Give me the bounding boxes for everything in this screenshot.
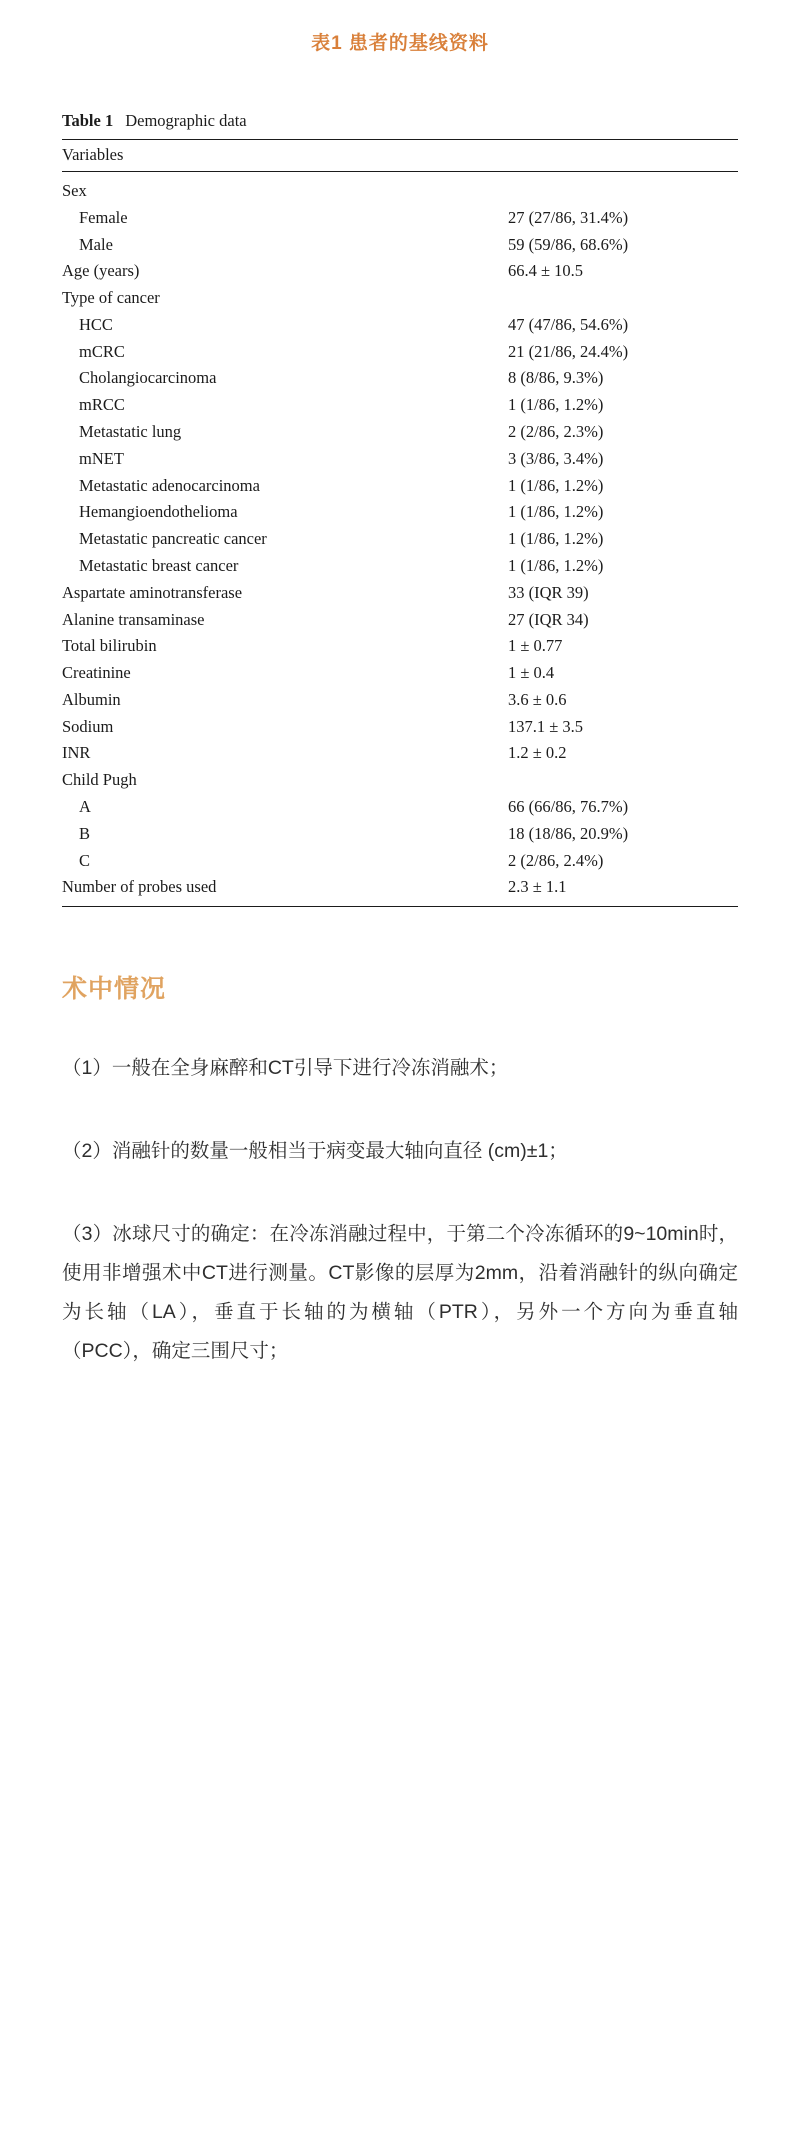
table-cell-variable: Total bilirubin <box>62 636 157 656</box>
table-cell-value: 1 (1/86, 1.2%) <box>508 502 604 522</box>
table-cell-variable: mCRC <box>79 341 125 361</box>
table-row <box>62 713 738 740</box>
table-row <box>62 312 738 339</box>
table-cell-value: 1 (1/86, 1.2%) <box>508 529 604 549</box>
table-row <box>62 847 738 874</box>
table-cell-variable: Alanine transaminase <box>62 609 205 629</box>
table-bottom-rule <box>62 906 738 907</box>
table-cell-value: 18 (18/86, 20.9%) <box>508 823 629 843</box>
table-cell-variable: Creatinine <box>62 663 131 683</box>
table-cell-variable: Metastatic breast cancer <box>79 555 239 575</box>
table-row <box>62 740 738 767</box>
demographic-table <box>62 139 738 906</box>
table-cell-value: 27 (IQR 34) <box>508 609 589 629</box>
table-cell-value: 21 (21/86, 24.4%) <box>508 341 629 361</box>
table-row <box>62 419 738 446</box>
table-cell-variable: Type of cancer <box>62 288 160 308</box>
table-row <box>62 686 738 713</box>
table-cell-value: 3 (3/86, 3.4%) <box>508 448 604 468</box>
table-cell-variable: Sodium <box>62 716 114 736</box>
table-row <box>62 338 738 365</box>
table-cell-value: 8 (8/86, 9.3%) <box>508 368 604 388</box>
table-cell-value: 27 (27/86, 31.4%) <box>508 207 629 227</box>
table-cell-variable: Child Pugh <box>62 770 137 790</box>
table-row <box>62 660 738 687</box>
table-cell-variable: Albumin <box>62 689 121 709</box>
table-cell-variable: HCC <box>79 314 113 334</box>
figure-caption-chinese: 表1 患者的基线资料 <box>311 33 489 54</box>
table-cell-variable: Age (years) <box>62 261 140 281</box>
paragraph-3: （3）冰球尺寸的确定：在冷冻消融过程中，于第二个冷冻循环的9~10min时，使用非增强术中CT进行测量。CT影像的层厚为2mm，沿着消融针的纵向确定为长轴（LA），垂直于长轴的为横轴（PTR），另外一个方向为垂直轴（PCC），确定三围尺寸； <box>62 1223 738 1363</box>
table-cell-variable: B <box>79 823 91 843</box>
table-cell-value: 2 (2/86, 2.3%) <box>508 422 604 442</box>
table-cell-value: 66 (66/86, 76.7%) <box>508 796 629 816</box>
table-row <box>62 204 738 231</box>
table-cell-variable: Hemangioendothelioma <box>79 502 238 522</box>
table-row <box>62 606 738 633</box>
table-cell-value <box>508 285 738 312</box>
table-cell-value: 66.4 ± 10.5 <box>508 261 584 281</box>
table-cell-variable: Cholangiocarcinoma <box>79 368 217 388</box>
table-row <box>62 794 738 821</box>
table-row <box>62 365 738 392</box>
table-label: Table 1 <box>62 111 114 130</box>
table-row <box>62 445 738 472</box>
table-row <box>62 258 738 285</box>
table-cell-variable: mNET <box>79 448 124 468</box>
demographic-table-block <box>62 111 738 907</box>
table-cell-variable: INR <box>62 743 91 763</box>
table-row <box>62 874 738 906</box>
table-cell-variable: C <box>79 850 91 870</box>
table-cell-value: 1 (1/86, 1.2%) <box>508 475 604 495</box>
table-row <box>62 285 738 312</box>
table-cell-value: 2.3 ± 1.1 <box>508 877 567 897</box>
paragraph-1: （1）一般在全身麻醉和CT引导下进行冷冻消融术； <box>62 1057 509 1080</box>
table-cell-value: 1 ± 0.4 <box>508 663 555 683</box>
table-row <box>62 472 738 499</box>
table-cell-variable: Metastatic adenocarcinoma <box>79 475 260 495</box>
table-cell-value: 137.1 ± 3.5 <box>508 716 584 736</box>
table-cell-value: 1 ± 0.77 <box>508 636 563 656</box>
table-cell-value: 2 (2/86, 2.4%) <box>508 850 604 870</box>
table-header-row <box>62 140 738 172</box>
table-cell-variable: A <box>79 796 91 816</box>
table-cell-variable: Sex <box>62 181 87 200</box>
table-cell-value: 1 (1/86, 1.2%) <box>508 395 604 415</box>
section-heading: 术中情况 <box>62 975 167 1004</box>
column-header-variables: Variables <box>62 140 738 172</box>
table-cell-value: 1.2 ± 0.2 <box>508 743 567 763</box>
table-cell-variable: Female <box>79 207 128 227</box>
table-cell-variable: mRCC <box>79 395 125 415</box>
table-cell-value: 33 (IQR 39) <box>508 582 589 602</box>
table-row <box>62 231 738 258</box>
table-cell-value: 47 (47/86, 54.6%) <box>508 314 629 334</box>
table-row <box>62 526 738 553</box>
table-row <box>62 499 738 526</box>
table-cell-variable: Aspartate aminotransferase <box>62 582 243 602</box>
table-title <box>62 111 738 139</box>
table-cell-variable: Metastatic pancreatic cancer <box>79 529 267 549</box>
table-title-text: Demographic data <box>125 111 247 130</box>
table-row <box>62 820 738 847</box>
table-row <box>62 172 738 205</box>
paragraph-2: （2）消融针的数量一般相当于病变最大轴向直径 (cm)±1； <box>62 1140 568 1163</box>
table-cell-value <box>508 767 738 794</box>
table-row <box>62 633 738 660</box>
table-cell-value: 1 (1/86, 1.2%) <box>508 555 604 575</box>
table-cell-value <box>508 172 738 205</box>
table-row <box>62 579 738 606</box>
table-cell-value: 3.6 ± 0.6 <box>508 689 567 709</box>
table-body <box>62 172 738 907</box>
table-cell-variable: Number of probes used <box>62 877 217 897</box>
table-row <box>62 767 738 794</box>
table-row <box>62 392 738 419</box>
table-row <box>62 553 738 580</box>
table-cell-variable: Male <box>79 234 113 254</box>
table-cell-variable: Metastatic lung <box>79 422 182 442</box>
table-cell-value: 59 (59/86, 68.6%) <box>508 234 629 254</box>
